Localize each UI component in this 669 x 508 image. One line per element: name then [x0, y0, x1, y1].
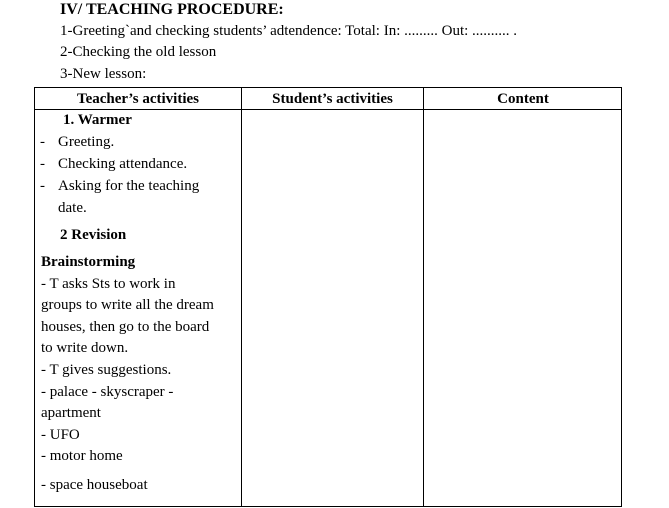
revision-line: groups to write all the dream	[41, 297, 214, 313]
revision-line: - palace - skyscraper -	[41, 384, 174, 400]
list-bullet: -	[40, 178, 45, 194]
revision-line: to write down.	[41, 340, 129, 356]
content-cell	[424, 110, 622, 508]
revision-line: - T gives suggestions.	[41, 362, 172, 378]
revision-line: - UFO	[41, 427, 80, 443]
warmer-title: 1. Warmer	[63, 112, 132, 128]
section-heading: IV/ TEACHING PROCEDURE:	[60, 1, 284, 18]
student-activities-cell	[242, 110, 423, 508]
intro-line-old-lesson: 2-Checking the old lesson	[60, 44, 217, 60]
list-bullet: -	[40, 134, 45, 150]
revision-line: apartment	[41, 405, 101, 421]
warmer-item: Greeting.	[58, 134, 115, 150]
revision-line: houses, then go to the board	[41, 319, 210, 335]
header-content: Content	[497, 91, 549, 107]
revision-title: 2 Revision	[60, 227, 127, 243]
intro-line-attendance: 1-Greeting`and checking students’ adtendence: Total: In: ......... Out: .......... .	[60, 23, 518, 39]
revision-line: - space houseboat	[41, 477, 148, 493]
warmer-item: Asking for the teaching	[58, 178, 200, 194]
warmer-item: Checking attendance.	[58, 156, 188, 172]
revision-line: - motor home	[41, 448, 123, 464]
revision-line: - T asks Sts to work in	[41, 276, 176, 292]
revision-subtitle: Brainstorming	[41, 254, 136, 270]
intro-line-new-lesson: 3-New lesson:	[60, 66, 147, 82]
warmer-item: date.	[58, 200, 87, 216]
procedure-table	[34, 87, 622, 507]
header-teacher-activities: Teacher’s activities	[76, 91, 200, 107]
header-student-activities: Student’s activities	[272, 91, 393, 107]
list-bullet: -	[40, 156, 45, 172]
